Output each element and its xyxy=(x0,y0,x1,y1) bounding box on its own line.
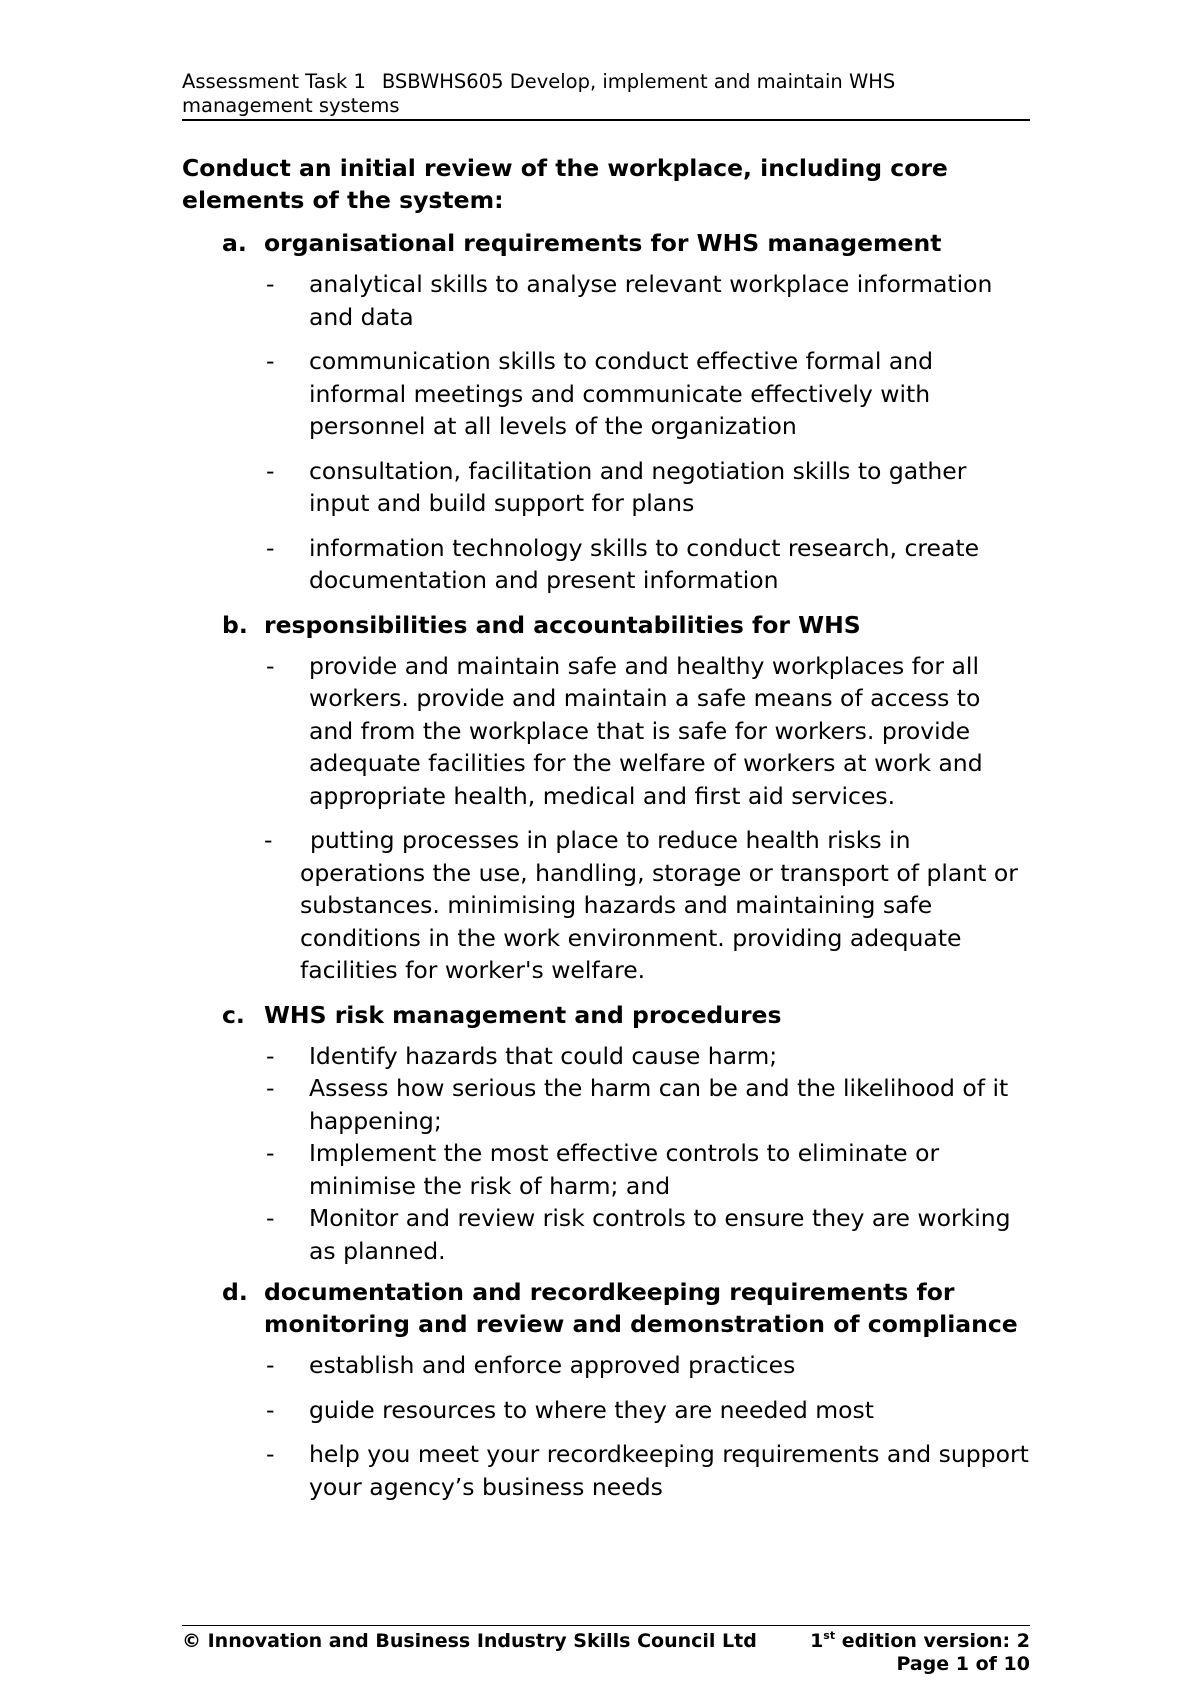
list-item xyxy=(182,1202,1032,1267)
list-item-text: provide and maintain safe and healthy workplaces for all workers. provide and maintain a safe means of access to and from the workplace that is safe for workers. provide adequate facilities for the welfare of workers at work and appropriate health, medical and first aid services. xyxy=(309,651,983,810)
dash-marker: - xyxy=(266,1204,275,1232)
list-item xyxy=(182,268,1032,333)
section-title-text: responsibilities and accountabilities for WHS xyxy=(264,610,861,639)
section-b xyxy=(182,609,1032,987)
footer-page-number: Page 1 of 10 xyxy=(896,1653,1030,1675)
list-item xyxy=(182,1040,1032,1073)
dash-marker: - xyxy=(266,270,275,298)
dash-marker: - xyxy=(266,1395,275,1424)
section-letter: d. xyxy=(222,1278,248,1306)
section-title-text: WHS risk management and procedures xyxy=(264,1000,782,1029)
list-item xyxy=(182,650,1032,813)
edition-superscript: st xyxy=(823,1629,836,1642)
header-unit: BSBWHS605 Develop, implement and maintain WHS xyxy=(381,70,896,93)
footer-edition xyxy=(810,1629,1030,1653)
document-body xyxy=(182,152,1032,1515)
dash-marker: - xyxy=(266,651,275,680)
dash-marker: - xyxy=(266,1440,275,1468)
section-a xyxy=(182,227,1032,597)
list-item xyxy=(182,1137,1032,1202)
dash-marker: - xyxy=(266,347,275,375)
list-item xyxy=(182,345,1032,443)
list-item-text: information technology skills to conduct research, create documentation and present information xyxy=(309,533,980,594)
section-b-title xyxy=(182,609,1032,641)
header-line-2: management systems xyxy=(182,94,400,117)
list-item-text: Monitor and review risk controls to ensure they are working as planned. xyxy=(309,1204,1011,1265)
page-footer xyxy=(182,1625,1030,1675)
list-item xyxy=(182,1072,1032,1137)
section-c xyxy=(182,999,1032,1268)
list-item xyxy=(182,1394,1032,1427)
footer-copyright: © Innovation and Business Industry Skills Council Ltd xyxy=(182,1630,757,1652)
dash-marker: - xyxy=(266,456,275,485)
list-item-text: establish and enforce approved practices xyxy=(309,1351,796,1379)
list-item-text: Implement the most effective controls to eliminate or minimise the risk of harm; and xyxy=(309,1139,940,1200)
section-letter: a. xyxy=(222,229,247,257)
dash-marker: - xyxy=(266,1074,275,1102)
list-item xyxy=(182,532,1032,597)
list-item-text: help you meet your recordkeeping requirements and support your agency’s business needs xyxy=(309,1440,1029,1501)
dash-marker: - xyxy=(266,533,275,562)
section-d-title xyxy=(182,1276,1032,1340)
section-d xyxy=(182,1276,1032,1503)
list-item-text: guide resources to where they are needed most xyxy=(309,1395,874,1424)
list-item-text: Assess how serious the harm can be and the likelihood of it happening; xyxy=(309,1074,1009,1135)
section-title-text: organisational requirements for WHS management xyxy=(264,229,942,257)
section-a-title xyxy=(182,227,1032,259)
list-item xyxy=(182,1438,1032,1503)
list-item xyxy=(182,455,1032,520)
edition-number: 1 xyxy=(810,1630,824,1652)
list-item-text: analytical skills to analyse relevant workplace information and data xyxy=(309,270,993,331)
list-item-text: putting processes in place to reduce health risks in operations the use, handling, storage or transport of plant or substances. minimising hazards and maintaining safe conditions in the work environment. providing adequate facilities for worker's welfare. xyxy=(300,826,1018,984)
section-c-title xyxy=(182,999,1032,1031)
list-item-text: consultation, facilitation and negotiation skills to gather input and build support for plans xyxy=(309,456,967,517)
intro-heading: Conduct an initial review of the workplace, including core elements of the system: xyxy=(182,154,948,214)
list-item-text: Identify hazards that could cause harm; xyxy=(309,1041,778,1070)
edition-text: edition version: 2 xyxy=(835,1630,1030,1652)
dash-marker: - xyxy=(264,826,273,854)
dash-marker: - xyxy=(266,1351,275,1379)
section-title-text: documentation and recordkeeping requirements for monitoring and review and demonstration of compliance xyxy=(264,1278,1018,1338)
dash-marker: - xyxy=(266,1041,275,1070)
header-task: Assessment Task 1 xyxy=(182,70,366,93)
list-item xyxy=(182,824,1032,987)
dash-marker: - xyxy=(266,1139,275,1167)
section-letter: b. xyxy=(222,610,248,639)
list-item-text: communication skills to conduct effective formal and informal meetings and communicate effectively with personnel at all levels of the organization xyxy=(309,347,934,440)
list-item xyxy=(182,1349,1032,1382)
page-header xyxy=(182,70,1030,121)
section-letter: c. xyxy=(222,1000,245,1029)
header-line-1 xyxy=(182,70,1030,94)
